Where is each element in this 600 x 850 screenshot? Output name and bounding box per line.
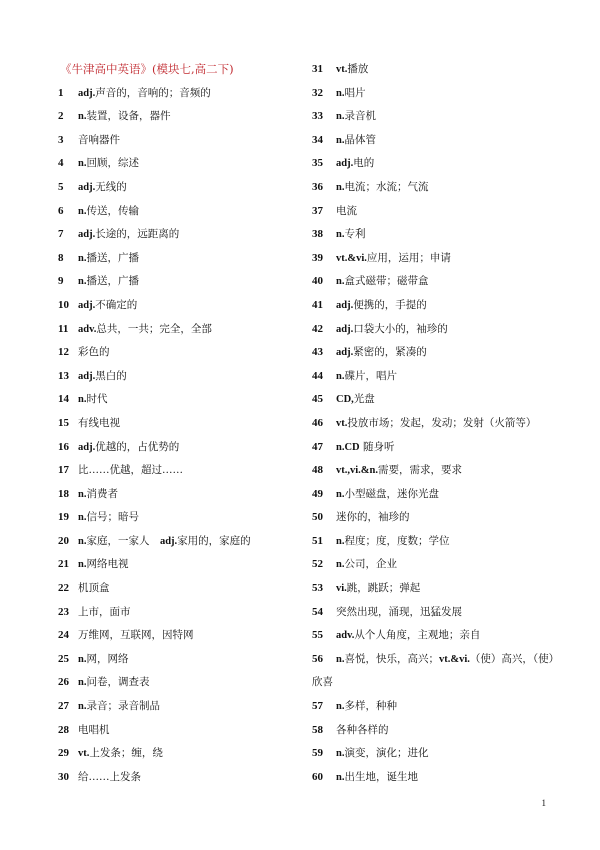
meaning-text: 回顾，综述 <box>86 157 139 170</box>
meaning-text: 公司，企业 <box>344 558 397 571</box>
entry-definition <box>336 412 536 436</box>
entry-number: 12 <box>58 346 69 359</box>
entry-number: 35 <box>312 157 323 170</box>
entry-definition <box>78 365 127 389</box>
vocab-entry <box>312 506 582 530</box>
vocab-entry <box>312 388 582 412</box>
entry-definition <box>336 553 397 577</box>
part-of-speech: vt. <box>336 417 348 429</box>
meaning-text: 上发条；缠，绕 <box>89 747 163 760</box>
entry-definition <box>78 766 141 790</box>
vocab-entry <box>312 152 582 176</box>
meaning-text: 电的 <box>353 157 375 170</box>
meaning-text: 迷你的，袖珍的 <box>336 511 410 524</box>
meaning-text: 跳，跳跃；弹起 <box>346 582 421 595</box>
entry-number: 15 <box>58 416 69 429</box>
entry-definition <box>336 365 397 389</box>
meaning-text: 需要，需求，要求 <box>378 464 462 477</box>
vocab-entry <box>58 506 308 530</box>
vocab-entry <box>58 200 308 224</box>
meaning-text: 录音；录音制品 <box>86 700 160 713</box>
meaning-text: 碟片，唱片 <box>344 369 397 382</box>
vocab-entry <box>58 719 308 743</box>
vocab-entry <box>312 270 582 294</box>
entry-number: 54 <box>312 605 323 618</box>
entry-number: 22 <box>58 582 69 595</box>
right-column <box>312 58 582 789</box>
entry-definition <box>336 436 394 460</box>
part-of-speech: n. <box>78 205 87 217</box>
entry-number: 3 <box>58 133 64 146</box>
vocab-entry <box>58 601 308 625</box>
entry-definition <box>336 176 428 200</box>
entry-definition <box>336 152 374 176</box>
entry-number: 51 <box>312 534 323 547</box>
part-of-speech: n. <box>336 276 345 288</box>
entry-definition <box>78 318 212 342</box>
entry-number: 11 <box>58 322 69 335</box>
entry-number: 58 <box>312 723 323 736</box>
meaning-text: 录音机 <box>344 110 376 123</box>
entry-number: 41 <box>312 298 323 311</box>
entry-number: 39 <box>312 251 323 264</box>
meaning-text: 装置，设备，器件 <box>86 110 171 123</box>
meaning-text: 不确定的 <box>95 298 138 311</box>
entry-number: 46 <box>312 416 323 429</box>
part-of-speech: n. <box>336 771 345 783</box>
meaning-text: 喜悦，快乐，高兴； <box>344 652 439 665</box>
meaning-text: 万维网，互联网，因特网 <box>78 629 194 642</box>
entry-number: 24 <box>58 629 69 642</box>
entry-definition <box>336 341 427 365</box>
part-of-speech: n. <box>78 276 87 288</box>
part-of-speech: n. <box>336 748 345 760</box>
vocab-entry <box>58 483 308 507</box>
meaning-text: 声音的，音响的；音频的 <box>95 86 211 99</box>
entry-definition <box>78 412 120 436</box>
vocab-entry <box>58 577 308 601</box>
entry-definition <box>78 742 163 766</box>
vocab-entry <box>312 105 582 129</box>
part-of-speech: n. <box>78 653 87 665</box>
entry-number: 43 <box>312 346 323 359</box>
entry-definition <box>336 601 462 625</box>
meaning-text: 小型磁盘，迷你光盘 <box>344 487 439 500</box>
part-of-speech: n. <box>336 87 345 99</box>
vocab-entry <box>58 742 308 766</box>
entry-definition <box>78 200 139 224</box>
meaning-text: 随身听 <box>359 440 395 453</box>
vocab-entry <box>312 412 582 436</box>
entry-definition <box>78 648 128 672</box>
vocab-entry <box>58 553 308 577</box>
meaning-text: （使）高兴，（使） <box>469 652 560 665</box>
part-of-speech: n. <box>78 701 87 713</box>
entry-definition <box>336 695 397 719</box>
entry-number: 19 <box>58 511 69 524</box>
entry-definition <box>78 553 128 577</box>
part-of-speech: n. <box>336 653 345 665</box>
entry-number: 16 <box>58 440 69 453</box>
vocab-entry <box>58 412 308 436</box>
vocab-entry <box>312 459 582 483</box>
part-of-speech: adj. <box>336 323 354 335</box>
entry-number: 59 <box>312 747 323 760</box>
entry-number: 32 <box>312 86 323 99</box>
meaning-text: 口袋大小的，袖珍的 <box>353 322 448 335</box>
vocab-entry <box>58 176 308 200</box>
meaning-text: 程度；度，度数；学位 <box>344 534 450 547</box>
vocab-entry <box>58 152 308 176</box>
part-of-speech: adj. <box>78 87 96 99</box>
part-of-speech: vt.&vi. <box>438 653 470 665</box>
part-of-speech: vi. <box>336 583 347 595</box>
meaning-text: 出生地，诞生地 <box>344 770 418 783</box>
entry-definition <box>336 742 428 766</box>
entry-number: 25 <box>58 652 69 665</box>
entry-number: 47 <box>312 440 323 453</box>
entry-definition <box>78 152 139 176</box>
entry-definition <box>336 388 375 412</box>
entry-number: 37 <box>312 204 323 217</box>
part-of-speech: adj. <box>78 370 96 382</box>
vocab-entry <box>312 648 582 672</box>
entry-definition <box>336 766 418 790</box>
vocab-entry <box>312 695 582 719</box>
entry-definition <box>78 270 139 294</box>
entry-definition <box>78 294 137 318</box>
document-title: 《牛津高中英语》(模块七,高二下) <box>60 62 234 76</box>
meaning-text: 机顶盒 <box>78 582 110 595</box>
part-of-speech: adj. <box>336 347 354 359</box>
meaning-text: 黑白的 <box>95 369 127 382</box>
meaning-text: 家用的，家庭的 <box>177 534 251 547</box>
meaning-text: 电唱机 <box>78 723 110 736</box>
entry-number: 28 <box>58 723 69 736</box>
meaning-text: 晶体管 <box>344 133 376 146</box>
vocab-entry <box>312 766 582 790</box>
meaning-text: 总共，一共；完全，全部 <box>96 322 212 335</box>
meaning-text: 传送，传输 <box>86 204 139 217</box>
part-of-speech: n. <box>336 488 345 500</box>
vocab-entry <box>58 695 308 719</box>
vocab-entry <box>58 294 308 318</box>
entry-definition <box>336 483 439 507</box>
entry-number: 23 <box>58 605 69 618</box>
entry-definition <box>78 601 131 625</box>
entry-number: 60 <box>312 770 323 783</box>
entry-number: 40 <box>312 275 323 288</box>
part-of-speech: adv. <box>78 323 97 335</box>
vocab-entry <box>58 671 308 695</box>
vocab-entry <box>312 601 582 625</box>
vocab-entry <box>58 530 308 554</box>
vocab-entry <box>58 270 308 294</box>
entry-number: 8 <box>58 251 64 264</box>
part-of-speech: adj. <box>78 181 96 193</box>
entry-definition <box>336 129 376 153</box>
entry-definition <box>336 82 365 106</box>
entry-definition <box>78 223 179 247</box>
part-of-speech: adv. <box>336 630 355 642</box>
entry-definition <box>336 247 451 271</box>
part-of-speech: adj. <box>78 299 96 311</box>
vocab-entry <box>312 530 582 554</box>
vocab-entry <box>58 318 308 342</box>
entry-definition <box>78 176 127 200</box>
entry-number: 18 <box>58 487 69 500</box>
part-of-speech: adj. <box>336 158 354 170</box>
part-of-speech: n. <box>336 701 345 713</box>
vocab-entry <box>312 624 582 648</box>
meaning-text: 便携的，手提的 <box>353 298 427 311</box>
part-of-speech: n. <box>336 111 345 123</box>
part-of-speech: n. <box>336 559 345 571</box>
part-of-speech: n. <box>78 677 87 689</box>
entry-number: 45 <box>312 393 323 406</box>
page-number: 1 <box>541 798 546 808</box>
entry-definition <box>336 624 480 648</box>
vocab-entry <box>58 105 308 129</box>
part-of-speech: n. <box>78 535 87 547</box>
meaning-text: 演变，演化；进化 <box>344 747 429 760</box>
vocab-entry <box>58 624 308 648</box>
vocab-entry <box>58 341 308 365</box>
meaning-text: 网络电视 <box>86 558 129 571</box>
part-of-speech: adj. <box>159 535 178 547</box>
entry-number: 36 <box>312 180 323 193</box>
entry-definition <box>78 459 183 483</box>
entry-number: 6 <box>58 204 64 217</box>
entry-definition <box>336 270 428 294</box>
meaning-text: 长途的，远距离的 <box>95 228 180 241</box>
vocab-entry <box>312 436 582 460</box>
entry-definition <box>336 200 357 224</box>
entry-definition <box>336 530 449 554</box>
entry-definition <box>336 318 448 342</box>
entry-number: 49 <box>312 487 323 500</box>
vocab-entry <box>312 200 582 224</box>
entry-definition <box>78 341 110 365</box>
entry-number: 9 <box>58 275 64 288</box>
meaning-text: 问卷，调查表 <box>86 676 150 689</box>
vocab-entry <box>312 294 582 318</box>
meaning-text: 光盘 <box>353 393 375 406</box>
meaning-text: 给……上发条 <box>78 770 141 783</box>
meaning-text: 无线的 <box>95 180 127 193</box>
vocab-entry <box>312 719 582 743</box>
entry-continuation: 欣喜 <box>312 676 333 689</box>
entry-definition <box>336 577 420 601</box>
entry-definition <box>78 530 251 554</box>
entry-number: 4 <box>58 157 64 170</box>
vocab-entry <box>312 129 582 153</box>
part-of-speech: n. <box>78 488 87 500</box>
part-of-speech: adj. <box>336 299 354 311</box>
meaning-text: 播送，广播 <box>86 275 139 288</box>
entry-number: 42 <box>312 322 323 335</box>
part-of-speech: n. <box>336 535 345 547</box>
vocab-entry <box>58 365 308 389</box>
entry-number: 14 <box>58 393 69 406</box>
entry-number: 20 <box>58 534 69 547</box>
entry-definition <box>336 294 427 318</box>
meaning-text: 电流 <box>336 204 357 217</box>
entry-number: 13 <box>58 369 69 382</box>
part-of-speech: vt.&vi. <box>336 252 367 264</box>
vocab-entry <box>312 341 582 365</box>
entry-definition <box>78 506 139 530</box>
meaning-text: 音响器件 <box>78 133 120 146</box>
meaning-text: 有线电视 <box>78 416 120 429</box>
vocab-entry <box>312 58 582 82</box>
part-of-speech: n. <box>78 158 87 170</box>
vocab-entry <box>312 247 582 271</box>
entry-number: 1 <box>58 86 64 99</box>
entry-definition <box>78 436 179 460</box>
entry-number: 31 <box>312 63 323 75</box>
entry-definition <box>336 719 389 743</box>
entry-number: 34 <box>312 133 323 146</box>
meaning-text: 电流；水流；气流 <box>344 180 429 193</box>
vocab-entry <box>312 483 582 507</box>
entry-number: 44 <box>312 369 323 382</box>
vocab-entry <box>312 365 582 389</box>
part-of-speech: n. <box>78 559 87 571</box>
entry-definition <box>336 58 368 82</box>
entry-definition <box>78 483 118 507</box>
entry-number: 5 <box>58 180 64 193</box>
entry-number: 48 <box>312 464 323 477</box>
meaning-text: 播送，广播 <box>86 251 139 264</box>
vocab-entry <box>58 247 308 271</box>
part-of-speech: n. <box>336 229 345 241</box>
part-of-speech: n. <box>336 370 345 382</box>
left-vocab-list <box>58 82 308 790</box>
entry-number: 27 <box>58 700 69 713</box>
entry-definition <box>78 82 211 106</box>
part-of-speech: n. <box>336 134 345 146</box>
entry-number: 2 <box>58 110 64 123</box>
entry-number: 50 <box>312 511 323 524</box>
part-of-speech: n. <box>336 181 345 193</box>
entry-number: 21 <box>58 558 69 571</box>
entry-number: 7 <box>58 228 64 241</box>
entry-definition <box>336 459 462 483</box>
entry-number: 33 <box>312 110 323 123</box>
meaning-text: 信号；暗号 <box>86 511 139 524</box>
meaning-text: 网，网络 <box>86 652 129 665</box>
meaning-text: 应用，运用；申请 <box>366 251 451 264</box>
vocab-entry <box>312 553 582 577</box>
entry-number: 38 <box>312 228 323 241</box>
vocab-entry <box>58 436 308 460</box>
entry-definition <box>78 624 194 648</box>
meaning-text: 突然出现，涌现，迅猛发展 <box>336 605 462 618</box>
vocab-entry <box>58 82 308 106</box>
vocab-entry <box>58 766 308 790</box>
entry-definition <box>336 506 410 530</box>
meaning-text: 播放 <box>347 63 369 75</box>
entry-definition <box>78 719 110 743</box>
entry-number: 29 <box>58 747 69 760</box>
vocab-entry <box>58 129 308 153</box>
entry-definition <box>78 105 170 129</box>
part-of-speech: n.CD <box>336 441 360 453</box>
meaning-text: 消费者 <box>86 487 118 500</box>
vocab-entry <box>312 742 582 766</box>
meaning-text: 唱片 <box>344 86 366 99</box>
entry-number: 17 <box>58 464 69 477</box>
meaning-text: 优越的，占优势的 <box>95 440 180 453</box>
part-of-speech: vt.,vi.&n. <box>336 465 378 477</box>
meaning-text: 比……优越，超过…… <box>78 464 183 477</box>
part-of-speech: n. <box>78 252 87 264</box>
part-of-speech: vt. <box>78 748 90 760</box>
meaning-text: 投放市场；发起，发动；发射（火箭等） <box>347 416 537 429</box>
meaning-text: 彩色的 <box>78 346 110 359</box>
entry-definition <box>336 223 365 247</box>
meaning-text: 时代 <box>86 393 108 406</box>
vocab-entry <box>58 459 308 483</box>
entry-definition <box>78 671 149 695</box>
part-of-speech: n. <box>78 111 87 123</box>
entry-definition <box>78 577 110 601</box>
vocab-entry <box>312 82 582 106</box>
entry-definition <box>78 695 160 719</box>
meaning-text: 各种各样的 <box>336 723 389 736</box>
entry-definition <box>78 388 107 412</box>
part-of-speech: CD, <box>336 394 354 406</box>
vocab-entry <box>312 223 582 247</box>
entry-definition <box>336 648 559 672</box>
entry-number: 30 <box>58 770 69 783</box>
meaning-text: 家庭，一家人 <box>86 534 160 547</box>
meaning-text: 从个人角度，主观地；亲自 <box>354 629 481 642</box>
vocab-entry <box>312 176 582 200</box>
entry-number: 26 <box>58 676 69 689</box>
part-of-speech: adj. <box>78 441 96 453</box>
entry-number: 56 <box>312 652 323 665</box>
part-of-speech: vt. <box>336 64 348 75</box>
meaning-text: 专利 <box>344 228 366 241</box>
part-of-speech: n. <box>78 512 87 524</box>
entry-number: 57 <box>312 700 323 713</box>
meaning-text: 紧密的，紧凑的 <box>353 346 427 359</box>
entry-number: 55 <box>312 629 323 642</box>
meaning-text: 多样，种种 <box>344 700 397 713</box>
part-of-speech: adj. <box>78 229 96 241</box>
right-vocab-list <box>312 58 582 789</box>
entry-definition <box>336 105 376 129</box>
vocab-entry <box>58 648 308 672</box>
entry-number: 52 <box>312 558 323 571</box>
part-of-speech: n. <box>78 394 87 406</box>
meaning-text: 盒式磁带；磁带盒 <box>344 275 429 288</box>
entry-definition <box>78 247 139 271</box>
vocab-entry <box>312 577 582 601</box>
vocab-entry <box>312 318 582 342</box>
meaning-text: 上市，面市 <box>78 605 131 618</box>
left-column <box>58 58 308 789</box>
vocab-entry <box>58 223 308 247</box>
vocab-entry <box>58 388 308 412</box>
entry-number: 53 <box>312 582 323 595</box>
entry-definition <box>78 129 120 153</box>
entry-number: 10 <box>58 298 69 311</box>
